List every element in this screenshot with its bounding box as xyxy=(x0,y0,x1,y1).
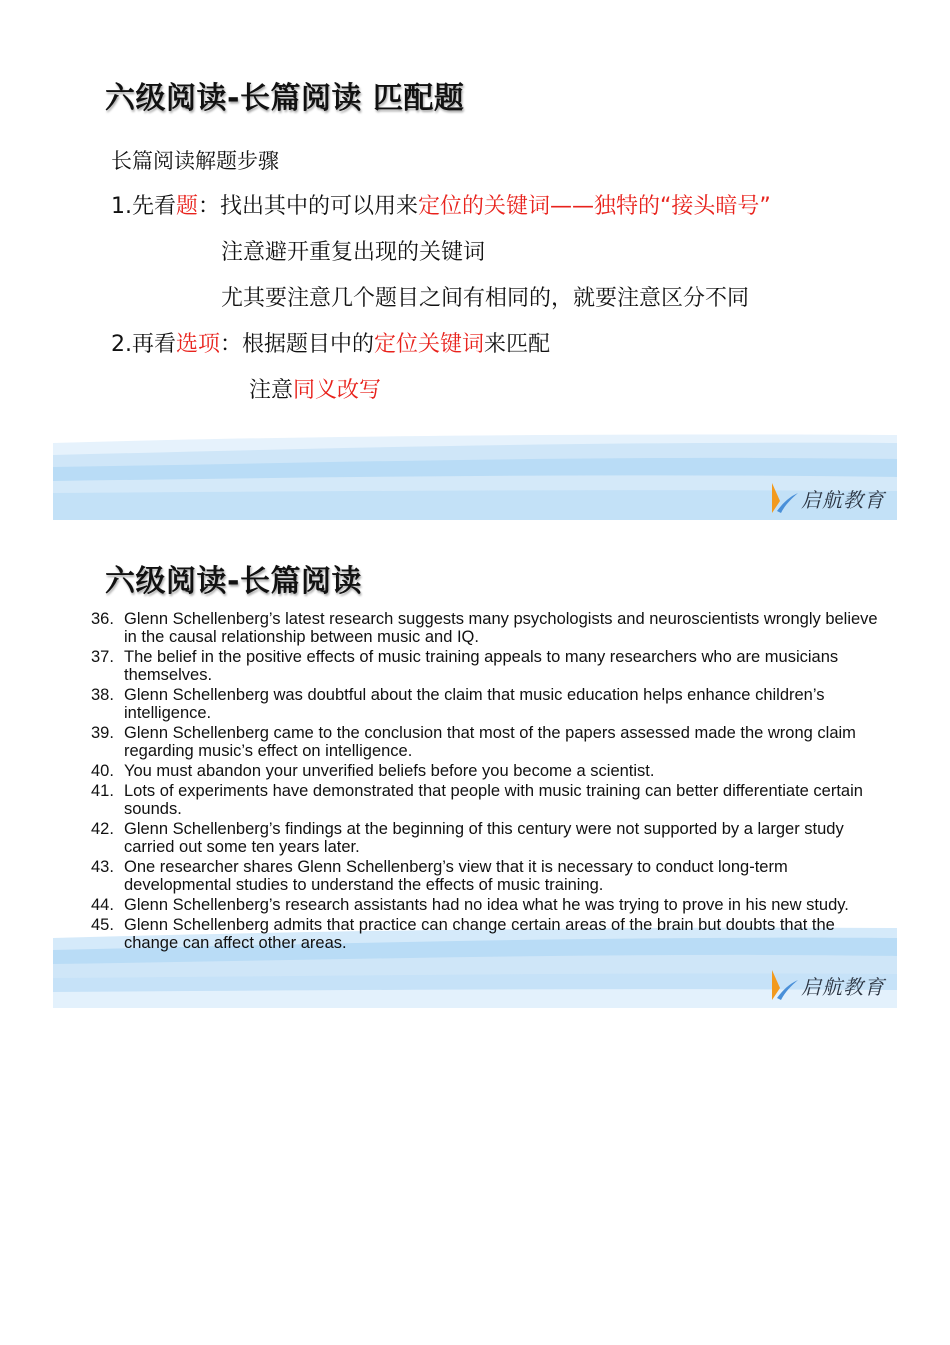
brand-logo xyxy=(769,481,885,515)
question-text: The belief in the positive effects of music training appeals to many researchers who are musicians themselves. xyxy=(124,648,839,684)
question-text: Glenn Schellenberg’s research assistants had no idea what he was trying to prove in his new study. xyxy=(124,896,849,914)
step-1-highlight-keyword: 定位的关键词——独特的“接头暗号” xyxy=(418,194,771,219)
question-number: 37. xyxy=(91,648,114,666)
question-number: 44. xyxy=(91,896,114,914)
step-2-highlight-keyword: 定位关键词 xyxy=(374,332,485,357)
question-text: One researcher shares Glenn Schellenberg’s view that it is necessary to conduct long-term developmental studies to understand the effects of music training. xyxy=(124,858,788,894)
sail-logo-icon xyxy=(769,481,799,515)
step-2-highlight-options: 选项 xyxy=(176,332,221,357)
question-item xyxy=(91,916,881,952)
slide-matching-steps xyxy=(53,55,897,520)
question-item xyxy=(91,782,881,818)
step-2-prefix: 2.再看 xyxy=(111,332,176,357)
question-text: Glenn Schellenberg’s latest research suggests many psychologists and neuroscientists wrongly believe in the causal relationship between music and IQ. xyxy=(124,610,878,646)
step-2-text: ：根据题目中的 xyxy=(220,332,375,357)
steps-subtitle: 长篇阅读解题步骤 xyxy=(111,149,279,173)
step-1-prefix: 1.先看 xyxy=(111,194,176,219)
step-1-highlight-question: 题 xyxy=(176,194,199,219)
question-item xyxy=(91,762,881,780)
question-item xyxy=(91,896,881,914)
slide-title: 六级阅读-长篇阅读 匹配题 xyxy=(105,81,465,116)
question-number: 40. xyxy=(91,762,114,780)
question-text: Lots of experiments have demonstrated that people with music training can better differentiate certain sounds. xyxy=(124,782,863,818)
step-2-note-prefix: 注意 xyxy=(249,378,294,403)
question-item xyxy=(91,686,881,722)
question-number: 36. xyxy=(91,610,114,628)
step-2-note xyxy=(249,377,381,405)
question-number: 45. xyxy=(91,916,114,934)
step-2-suffix: 来匹配 xyxy=(484,332,551,357)
question-item xyxy=(91,858,881,894)
slide-title: 六级阅读-长篇阅读 xyxy=(105,564,362,599)
sail-logo-icon xyxy=(769,968,799,1002)
brand-logo xyxy=(769,968,885,1002)
step-1-note-2: 尤其要注意几个题目之间有相同的，就要注意区分不同 xyxy=(221,286,750,311)
question-item xyxy=(91,820,881,856)
question-item xyxy=(91,648,881,684)
question-text: Glenn Schellenberg admits that practice can change certain areas of the brain but doubts that the change can affect other areas. xyxy=(124,916,835,952)
question-number: 42. xyxy=(91,820,114,838)
question-text: You must abandon your unverified beliefs before you become a scientist. xyxy=(124,762,655,780)
step-2-note-highlight: 同义改写 xyxy=(293,378,382,403)
logo-text: 启航教育 xyxy=(801,974,885,999)
step-1 xyxy=(111,193,771,221)
question-text: Glenn Schellenberg was doubtful about the claim that music education helps enhance children’s intelligence. xyxy=(124,686,825,722)
question-number: 41. xyxy=(91,782,114,800)
question-number: 43. xyxy=(91,858,114,876)
question-number: 39. xyxy=(91,724,114,742)
step-1-text: ：找出其中的可以用来 xyxy=(198,194,419,219)
question-text: Glenn Schellenberg came to the conclusion that most of the papers assessed made the wrong claim regarding music’s effect on intelligence. xyxy=(124,724,856,760)
question-list xyxy=(91,610,881,954)
question-number: 38. xyxy=(91,686,114,704)
question-item xyxy=(91,610,881,646)
slide-question-list xyxy=(53,540,897,1008)
step-2 xyxy=(111,331,550,359)
question-text: Glenn Schellenberg’s findings at the beginning of this century were not supported by a larger study carried out some ten years later. xyxy=(124,820,844,856)
step-1-note-1: 注意避开重复出现的关键词 xyxy=(221,240,486,265)
question-item xyxy=(91,724,881,760)
logo-text: 启航教育 xyxy=(801,487,885,512)
